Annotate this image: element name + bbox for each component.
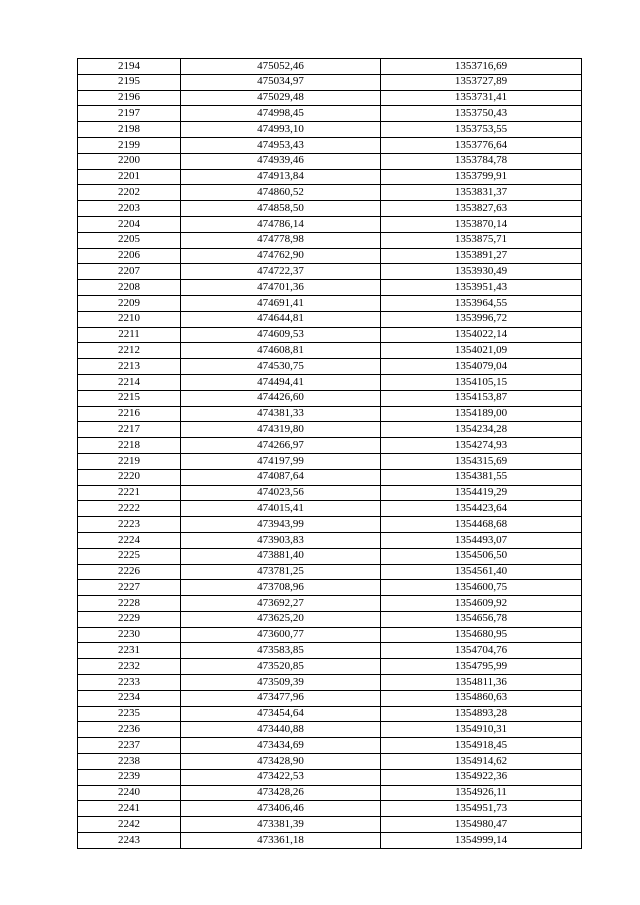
point-number-cell: 2221 [78,485,181,501]
point-number-cell: 2210 [78,311,181,327]
x-coordinate-cell: 475052,46 [181,59,381,75]
y-coordinate-cell: 1353996,72 [381,311,582,327]
x-coordinate-cell: 474608,81 [181,343,381,359]
table-row [78,390,582,406]
point-number-cell: 2199 [78,137,181,153]
point-number-cell: 2241 [78,801,181,817]
table-row [78,343,582,359]
point-number-cell: 2214 [78,374,181,390]
y-coordinate-cell: 1354910,31 [381,722,582,738]
point-number-cell: 2238 [78,754,181,770]
x-coordinate-cell: 473422,53 [181,769,381,785]
x-coordinate-cell: 473625,20 [181,611,381,627]
table-row [78,517,582,533]
x-coordinate-cell: 473428,26 [181,785,381,801]
x-coordinate-cell: 474197,99 [181,453,381,469]
table-row [78,438,582,454]
point-number-cell: 2198 [78,122,181,138]
point-number-cell: 2195 [78,74,181,90]
point-number-cell: 2220 [78,469,181,485]
table-row [78,564,582,580]
y-coordinate-cell: 1354811,36 [381,675,582,691]
point-number-cell: 2219 [78,453,181,469]
table-row [78,659,582,675]
y-coordinate-cell: 1353951,43 [381,280,582,296]
y-coordinate-cell: 1354926,11 [381,785,582,801]
point-number-cell: 2218 [78,438,181,454]
point-number-cell: 2235 [78,706,181,722]
x-coordinate-cell: 474494,41 [181,374,381,390]
x-coordinate-cell: 474858,50 [181,201,381,217]
y-coordinate-cell: 1353784,78 [381,153,582,169]
table-row [78,264,582,280]
y-coordinate-cell: 1354561,40 [381,564,582,580]
point-number-cell: 2232 [78,659,181,675]
table-row [78,817,582,833]
point-number-cell: 2206 [78,248,181,264]
y-coordinate-cell: 1354468,68 [381,517,582,533]
x-coordinate-cell: 474722,37 [181,264,381,280]
y-coordinate-cell: 1354021,09 [381,343,582,359]
y-coordinate-cell: 1354609,92 [381,596,582,612]
point-number-cell: 2224 [78,532,181,548]
point-number-cell: 2212 [78,343,181,359]
table-row [78,690,582,706]
table-row [78,374,582,390]
table-row [78,406,582,422]
x-coordinate-cell: 474913,84 [181,169,381,185]
y-coordinate-cell: 1354315,69 [381,453,582,469]
x-coordinate-cell: 473361,18 [181,833,381,849]
table-row [78,769,582,785]
y-coordinate-cell: 1353870,14 [381,216,582,232]
table-row [78,74,582,90]
point-number-cell: 2200 [78,153,181,169]
table-row [78,201,582,217]
x-coordinate-cell: 473406,46 [181,801,381,817]
table-row [78,643,582,659]
point-number-cell: 2226 [78,564,181,580]
point-number-cell: 2217 [78,422,181,438]
point-number-cell: 2201 [78,169,181,185]
y-coordinate-cell: 1354922,36 [381,769,582,785]
x-coordinate-cell: 474860,52 [181,185,381,201]
table-row [78,469,582,485]
x-coordinate-cell: 473509,39 [181,675,381,691]
y-coordinate-cell: 1353875,71 [381,232,582,248]
x-coordinate-cell: 473434,69 [181,738,381,754]
x-coordinate-cell: 474701,36 [181,280,381,296]
point-number-cell: 2240 [78,785,181,801]
point-number-cell: 2230 [78,627,181,643]
x-coordinate-cell: 473520,85 [181,659,381,675]
x-coordinate-cell: 473943,99 [181,517,381,533]
point-number-cell: 2236 [78,722,181,738]
table-row [78,611,582,627]
x-coordinate-cell: 474015,41 [181,501,381,517]
x-coordinate-cell: 474266,97 [181,438,381,454]
y-coordinate-cell: 1354680,95 [381,627,582,643]
x-coordinate-cell: 473583,85 [181,643,381,659]
table-row [78,675,582,691]
x-coordinate-cell: 474998,45 [181,106,381,122]
point-number-cell: 2215 [78,390,181,406]
table-row [78,532,582,548]
x-coordinate-cell: 474426,60 [181,390,381,406]
y-coordinate-cell: 1354079,04 [381,359,582,375]
point-number-cell: 2209 [78,295,181,311]
y-coordinate-cell: 1354105,15 [381,374,582,390]
table-row [78,706,582,722]
table-row [78,580,582,596]
x-coordinate-cell: 473440,88 [181,722,381,738]
y-coordinate-cell: 1353827,63 [381,201,582,217]
point-number-cell: 2204 [78,216,181,232]
x-coordinate-cell: 474530,75 [181,359,381,375]
point-number-cell: 2222 [78,501,181,517]
point-number-cell: 2203 [78,201,181,217]
y-coordinate-cell: 1353776,64 [381,137,582,153]
table-row [78,785,582,801]
y-coordinate-cell: 1353753,55 [381,122,582,138]
table-row [78,232,582,248]
y-coordinate-cell: 1354423,64 [381,501,582,517]
point-number-cell: 2197 [78,106,181,122]
x-coordinate-cell: 474939,46 [181,153,381,169]
point-number-cell: 2202 [78,185,181,201]
x-coordinate-cell: 474762,90 [181,248,381,264]
point-number-cell: 2237 [78,738,181,754]
point-number-cell: 2242 [78,817,181,833]
point-number-cell: 2228 [78,596,181,612]
table-row [78,548,582,564]
table-row [78,422,582,438]
table-row [78,453,582,469]
y-coordinate-cell: 1353727,89 [381,74,582,90]
table-row [78,801,582,817]
y-coordinate-cell: 1354600,75 [381,580,582,596]
y-coordinate-cell: 1353716,69 [381,59,582,75]
x-coordinate-cell: 475029,48 [181,90,381,106]
y-coordinate-cell: 1354860,63 [381,690,582,706]
table-row [78,627,582,643]
point-number-cell: 2229 [78,611,181,627]
point-number-cell: 2225 [78,548,181,564]
y-coordinate-cell: 1354704,76 [381,643,582,659]
y-coordinate-cell: 1354506,50 [381,548,582,564]
y-coordinate-cell: 1354234,28 [381,422,582,438]
point-number-cell: 2213 [78,359,181,375]
point-number-cell: 2243 [78,833,181,849]
x-coordinate-cell: 473428,90 [181,754,381,770]
x-coordinate-cell: 474691,41 [181,295,381,311]
point-number-cell: 2207 [78,264,181,280]
coordinates-table-body [78,59,582,849]
table-row [78,738,582,754]
table-row [78,216,582,232]
x-coordinate-cell: 474319,80 [181,422,381,438]
table-row [78,280,582,296]
x-coordinate-cell: 474087,64 [181,469,381,485]
table-row [78,485,582,501]
x-coordinate-cell: 474609,53 [181,327,381,343]
y-coordinate-cell: 1353930,49 [381,264,582,280]
point-number-cell: 2216 [78,406,181,422]
point-number-cell: 2234 [78,690,181,706]
y-coordinate-cell: 1354274,93 [381,438,582,454]
y-coordinate-cell: 1354980,47 [381,817,582,833]
y-coordinate-cell: 1354999,14 [381,833,582,849]
y-coordinate-cell: 1354795,99 [381,659,582,675]
table-row [78,833,582,849]
y-coordinate-cell: 1354893,28 [381,706,582,722]
x-coordinate-cell: 473381,39 [181,817,381,833]
table-row [78,722,582,738]
x-coordinate-cell: 473477,96 [181,690,381,706]
x-coordinate-cell: 473454,64 [181,706,381,722]
table-row [78,153,582,169]
table-row [78,137,582,153]
x-coordinate-cell: 473781,25 [181,564,381,580]
table-row [78,311,582,327]
coordinates-table [77,58,582,849]
table-row [78,169,582,185]
x-coordinate-cell: 473708,96 [181,580,381,596]
x-coordinate-cell: 473903,83 [181,532,381,548]
x-coordinate-cell: 474381,33 [181,406,381,422]
table-row [78,596,582,612]
point-number-cell: 2205 [78,232,181,248]
x-coordinate-cell: 474644,81 [181,311,381,327]
table-row [78,501,582,517]
table-row [78,90,582,106]
y-coordinate-cell: 1353964,55 [381,295,582,311]
table-row [78,295,582,311]
y-coordinate-cell: 1353750,43 [381,106,582,122]
point-number-cell: 2223 [78,517,181,533]
x-coordinate-cell: 475034,97 [181,74,381,90]
point-number-cell: 2231 [78,643,181,659]
table-row [78,59,582,75]
y-coordinate-cell: 1354189,00 [381,406,582,422]
point-number-cell: 2208 [78,280,181,296]
y-coordinate-cell: 1354381,55 [381,469,582,485]
point-number-cell: 2211 [78,327,181,343]
y-coordinate-cell: 1353799,91 [381,169,582,185]
table-row [78,327,582,343]
point-number-cell: 2239 [78,769,181,785]
x-coordinate-cell: 474023,56 [181,485,381,501]
point-number-cell: 2233 [78,675,181,691]
table-row [78,754,582,770]
y-coordinate-cell: 1354153,87 [381,390,582,406]
x-coordinate-cell: 473692,27 [181,596,381,612]
y-coordinate-cell: 1354918,45 [381,738,582,754]
x-coordinate-cell: 473600,77 [181,627,381,643]
point-number-cell: 2227 [78,580,181,596]
table-row [78,122,582,138]
point-number-cell: 2194 [78,59,181,75]
table-row [78,106,582,122]
x-coordinate-cell: 474993,10 [181,122,381,138]
y-coordinate-cell: 1354022,14 [381,327,582,343]
y-coordinate-cell: 1354493,07 [381,532,582,548]
y-coordinate-cell: 1353891,27 [381,248,582,264]
x-coordinate-cell: 474786,14 [181,216,381,232]
x-coordinate-cell: 473881,40 [181,548,381,564]
point-number-cell: 2196 [78,90,181,106]
table-row [78,248,582,264]
y-coordinate-cell: 1353731,41 [381,90,582,106]
y-coordinate-cell: 1353831,37 [381,185,582,201]
y-coordinate-cell: 1354656,78 [381,611,582,627]
table-row [78,359,582,375]
y-coordinate-cell: 1354419,29 [381,485,582,501]
y-coordinate-cell: 1354914,62 [381,754,582,770]
x-coordinate-cell: 474953,43 [181,137,381,153]
x-coordinate-cell: 474778,98 [181,232,381,248]
table-row [78,185,582,201]
y-coordinate-cell: 1354951,73 [381,801,582,817]
